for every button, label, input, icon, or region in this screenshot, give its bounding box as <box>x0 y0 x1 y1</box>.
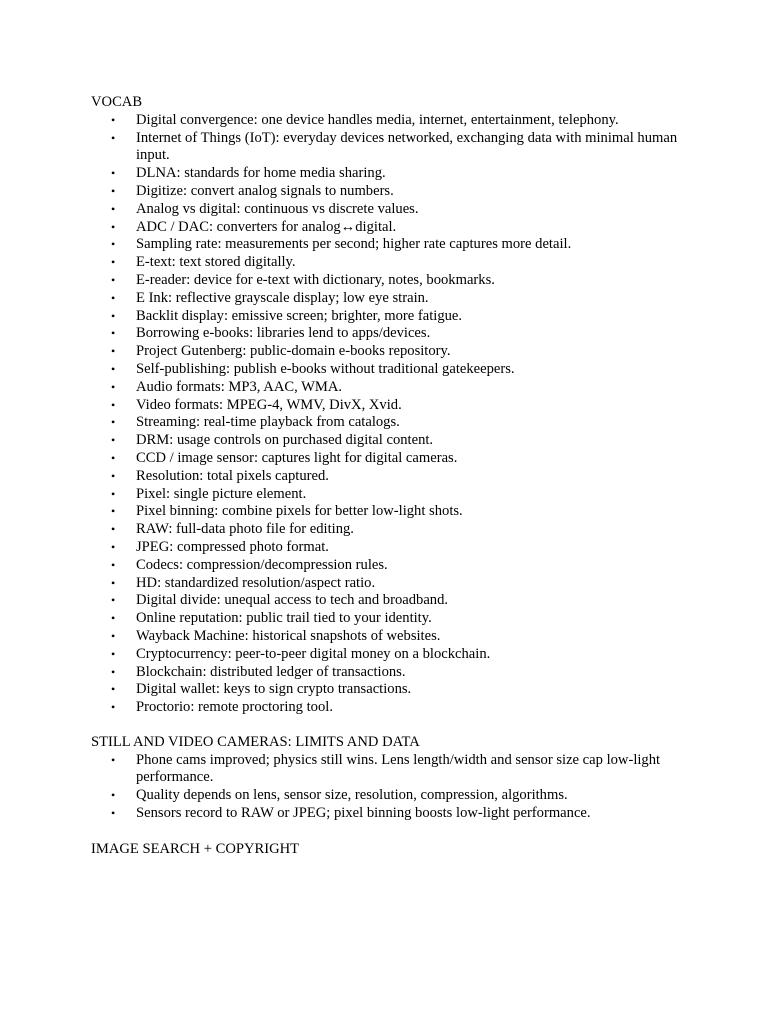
list-item <box>91 503 696 521</box>
cameras-list <box>91 752 691 823</box>
list-item <box>91 752 696 788</box>
bullet-icon: • <box>111 539 116 554</box>
list-item-text: Audio formats: MP3, AAC, WMA. <box>136 378 343 395</box>
list-item-text: E-text: text stored digitally. <box>136 254 296 271</box>
vocab-heading: VOCAB <box>91 94 143 110</box>
list-item <box>91 432 696 450</box>
list-item-text: Digital convergence: one device handles media, internet, entertainment, telephony. <box>136 111 619 128</box>
list-item <box>91 272 696 290</box>
list-item-text: Wayback Machine: historical snapshots of websites. <box>136 627 441 644</box>
list-item <box>91 201 696 219</box>
bullet-icon: • <box>111 308 116 323</box>
bullet-icon: • <box>111 700 116 715</box>
bullet-icon: • <box>111 557 116 572</box>
bullet-icon: • <box>111 486 116 501</box>
list-item <box>91 575 696 593</box>
list-item-text: Internet of Things (IoT): everyday devices networked, exchanging data with minimal human input. <box>136 129 678 164</box>
bullet-icon: • <box>111 752 116 767</box>
list-item-text: DRM: usage controls on purchased digital content. <box>136 432 434 449</box>
list-item <box>91 646 696 664</box>
list-item-text: Resolution: total pixels captured. <box>136 467 329 484</box>
bullet-icon: • <box>111 664 116 679</box>
list-item-text: DLNA: standards for home media sharing. <box>136 165 386 182</box>
list-item <box>91 343 696 361</box>
bullet-icon: • <box>111 255 116 270</box>
list-item <box>91 379 696 397</box>
bullet-icon: • <box>111 806 116 821</box>
list-item <box>91 539 696 557</box>
bullet-icon: • <box>111 682 116 697</box>
bullet-icon: • <box>111 450 116 465</box>
list-item-text: Proctorio: remote proctoring tool. <box>136 699 333 716</box>
bullet-icon: • <box>111 290 116 305</box>
list-item <box>91 236 696 254</box>
list-item <box>91 254 696 272</box>
bullet-icon: • <box>111 379 116 394</box>
bullet-icon: • <box>111 112 116 127</box>
list-item-text: Video formats: MPEG-4, WMV, DivX, Xvid. <box>136 396 402 413</box>
bullet-icon: • <box>111 344 116 359</box>
list-item-text: RAW: full-data photo file for editing. <box>136 521 354 538</box>
list-item-text: Digital wallet: keys to sign crypto transactions. <box>136 681 412 698</box>
list-item-text: JPEG: compressed photo format. <box>136 538 329 555</box>
list-item <box>91 361 696 379</box>
list-item-text: E Ink: reflective grayscale display; low eye strain. <box>136 289 429 306</box>
list-item-text: Phone cams improved; physics still wins. Lens length/width and sensor size cap low-light performance. <box>136 751 661 786</box>
list-item-text: Codecs: compression/decompression rules. <box>136 556 388 573</box>
list-item <box>91 468 696 486</box>
list-item-text: Self-publishing: publish e-books without traditional gatekeepers. <box>136 360 515 377</box>
bullet-icon: • <box>111 628 116 643</box>
list-item <box>91 112 696 130</box>
list-item <box>91 664 696 682</box>
list-item <box>91 183 696 201</box>
list-item <box>91 557 696 575</box>
list-item-text: E-reader: device for e-text with dictionary, notes, bookmarks. <box>136 271 495 288</box>
list-item <box>91 290 696 308</box>
list-item <box>91 325 696 343</box>
bullet-icon: • <box>111 272 116 287</box>
bullet-icon: • <box>111 788 116 803</box>
list-item <box>91 787 696 805</box>
bullet-icon: • <box>111 504 116 519</box>
list-item-text: HD: standardized resolution/aspect ratio. <box>136 574 376 591</box>
bullet-icon: • <box>111 646 116 661</box>
list-item <box>91 486 696 504</box>
list-item <box>91 450 696 468</box>
list-item-text: CCD / image sensor: captures light for digital cameras. <box>136 449 458 466</box>
bullet-icon: • <box>111 237 116 252</box>
list-item-text: Pixel binning: combine pixels for better low-light shots. <box>136 503 463 520</box>
list-item-text: Online reputation: public trail tied to your identity. <box>136 610 432 627</box>
list-item <box>91 219 696 237</box>
cameras-heading: STILL AND VIDEO CAMERAS: LIMITS AND DATA <box>91 733 420 750</box>
list-item <box>91 414 696 432</box>
document-page <box>91 94 691 859</box>
bullet-icon: • <box>111 183 116 198</box>
bullet-icon: • <box>111 219 116 234</box>
list-item <box>91 699 696 717</box>
bullet-icon: • <box>111 415 116 430</box>
list-item-text: Quality depends on lens, sensor size, resolution, compression, algorithms. <box>136 787 568 804</box>
list-item-text: Blockchain: distributed ledger of transactions. <box>136 663 406 680</box>
list-item <box>91 681 696 699</box>
list-item <box>91 592 696 610</box>
bullet-icon: • <box>111 522 116 537</box>
bullet-icon: • <box>111 166 116 181</box>
bullet-icon: • <box>111 593 116 608</box>
vocab-list <box>91 112 691 717</box>
list-item <box>91 130 696 166</box>
list-item-text: Digitize: convert analog signals to numbers. <box>136 182 394 199</box>
bullet-icon: • <box>111 397 116 412</box>
bullet-icon: • <box>111 611 116 626</box>
list-item <box>91 610 696 628</box>
list-item <box>91 521 696 539</box>
list-item <box>91 397 696 415</box>
bullet-icon: • <box>111 130 116 145</box>
list-item-text: Backlit display: emissive screen; brighter, more fatigue. <box>136 307 463 324</box>
bullet-icon: • <box>111 326 116 341</box>
list-item-text: Streaming: real-time playback from catalogs. <box>136 414 400 431</box>
list-item-text: ADC / DAC: converters for analog↔digital. <box>136 218 397 235</box>
bullet-icon: • <box>111 468 116 483</box>
list-item <box>91 628 696 646</box>
list-item-text: Pixel: single picture element. <box>136 485 307 502</box>
image-search-heading: IMAGE SEARCH + COPYRIGHT <box>91 840 300 857</box>
bullet-icon: • <box>111 361 116 376</box>
bullet-icon: • <box>111 433 116 448</box>
list-item-text: Borrowing e-books: libraries lend to apps/devices. <box>136 325 431 342</box>
list-item-text: Sampling rate: measurements per second; higher rate captures more detail. <box>136 236 572 253</box>
list-item <box>91 805 696 823</box>
list-item-text: Sensors record to RAW or JPEG; pixel binning boosts low-light performance. <box>136 805 591 822</box>
list-item-text: Cryptocurrency: peer-to-peer digital money on a blockchain. <box>136 645 491 662</box>
bullet-icon: • <box>111 575 116 590</box>
list-item-text: Project Gutenberg: public-domain e-books repository. <box>136 343 451 360</box>
list-item-text: Analog vs digital: continuous vs discrete values. <box>136 200 419 217</box>
list-item-text: Digital divide: unequal access to tech and broadband. <box>136 592 449 609</box>
list-item <box>91 165 696 183</box>
list-item <box>91 308 696 326</box>
bullet-icon: • <box>111 201 116 216</box>
